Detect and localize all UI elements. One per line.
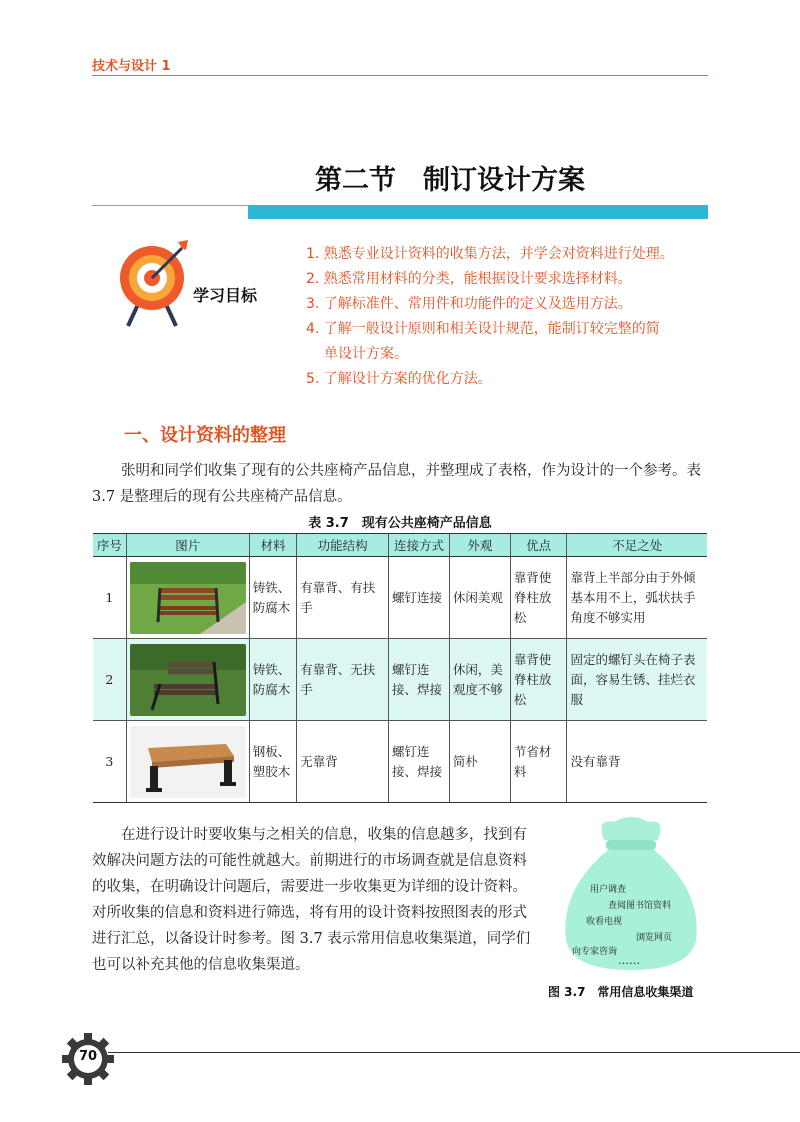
body-paragraph: 在进行设计时要收集与之相关的信息，收集的信息越多，找到有效解决问题方法的可能性就越大。前期进行的市场调查就是信息资料的收集，在明确设计问题后，需要进一步收集更为详细的设计资料。对所收集的信息和资料进行筛选，将有用的设计资料按照图表的形式进行汇总，以备设计时参考。图 3.7 表示常用信息收集渠道，同学们也可以补充其他的信息收集渠道。	[92, 827, 531, 973]
bench-photo-2	[130, 644, 246, 716]
table-row	[93, 557, 707, 639]
title-underline	[92, 205, 252, 206]
goal-item: 3. 了解标准件、常用件和功能件的定义及选用方法。	[306, 296, 632, 312]
goal-item: 5. 了解设计方案的优化方法。	[306, 371, 492, 387]
target-icon	[118, 238, 198, 328]
appearance-cell: 休闲美观	[449, 557, 510, 639]
goals-label: 学习目标	[193, 286, 258, 305]
connection-cell: 螺钉连接、焊接	[389, 721, 450, 803]
row-number: 1	[93, 557, 126, 639]
function-cell: 有靠背、无扶手	[297, 639, 389, 721]
shortcoming-cell: 靠背上半部分由于外倾基本用不上，弧状扶手角度不够实用	[567, 557, 707, 639]
goal-item-continued: 单设计方案。	[324, 346, 408, 362]
bench-photo-cell	[126, 557, 249, 639]
goal-item: 4. 了解一般设计原则和相关设计规范，能制订较完整的简	[306, 321, 660, 337]
shortcoming-cell: 固定的螺钉头在椅子表面，容易生锈、挂烂衣服	[567, 639, 707, 721]
appearance-cell: 休闲，美观度不够	[449, 639, 510, 721]
info-channel-bag-figure	[556, 810, 706, 979]
table-row	[93, 639, 707, 721]
section-title: 第二节 制订设计方案	[315, 165, 585, 196]
channel-label: 查阅图书馆资料	[608, 901, 672, 911]
header-cell: 外观	[449, 534, 510, 557]
table-header-row	[93, 534, 707, 557]
header-cell: 功能结构	[297, 534, 389, 557]
appearance-cell: 简朴	[449, 721, 510, 803]
advantage-cell: 靠背使脊柱放松	[510, 557, 567, 639]
row-number: 2	[93, 639, 126, 721]
advantage-cell: 靠背使脊柱放松	[510, 639, 567, 721]
header-cell: 不足之处	[567, 534, 707, 557]
table-caption: 表 3.7 现有公共座椅产品信息	[308, 516, 492, 531]
book-title: 技术与设计 1	[92, 59, 171, 74]
table-row	[93, 721, 707, 803]
footer-divider	[108, 1052, 800, 1053]
shortcoming-cell: 没有靠背	[567, 721, 707, 803]
bench-photo-1	[130, 562, 246, 634]
channel-ellipsis: ……	[618, 954, 640, 967]
connection-cell: 螺钉连接、焊接	[389, 639, 450, 721]
function-cell: 有靠背、有扶手	[297, 557, 389, 639]
row-number: 3	[93, 721, 126, 803]
intro-paragraph: 张明和同学们收集了现有的公共座椅产品信息，并整理成了表格，作为设计的一个参考。表 3.7 是整理后的现有公共座椅产品信息。	[92, 463, 701, 505]
goal-item: 2. 熟悉常用材料的分类，能根据设计要求选择材料。	[306, 271, 632, 287]
bench-photo-cell	[126, 639, 249, 721]
learning-goals-list	[306, 242, 726, 392]
bench-info-table	[93, 533, 707, 803]
function-cell: 无靠背	[297, 721, 389, 803]
header-cell: 材料	[249, 534, 296, 557]
material-cell: 铸铁、防腐木	[249, 639, 296, 721]
material-cell: 钢板、塑胶木	[249, 721, 296, 803]
channel-label: 收看电视	[586, 917, 623, 927]
bench-photo-cell	[126, 721, 249, 803]
header-cell: 序号	[93, 534, 126, 557]
goal-item: 1. 熟悉专业设计资料的收集方法，并学会对资料进行处理。	[306, 246, 674, 262]
channel-label: 向专家咨询	[572, 947, 618, 957]
title-bar	[248, 205, 708, 219]
connection-cell: 螺钉连接	[389, 557, 450, 639]
bench-photo-3	[130, 726, 246, 798]
header-cell: 图片	[126, 534, 249, 557]
subsection-title: 一、设计资料的整理	[124, 425, 286, 446]
header-cell: 优点	[510, 534, 567, 557]
header-divider	[92, 75, 708, 76]
header-cell: 连接方式	[389, 534, 450, 557]
figure-caption: 图 3.7 常用信息收集渠道	[548, 985, 694, 999]
advantage-cell: 节省材料	[510, 721, 567, 803]
channel-label: 用户调查	[590, 885, 627, 895]
page-number: 70	[78, 1049, 98, 1064]
material-cell: 铸铁、防腐木	[249, 557, 296, 639]
channel-label: 浏览网页	[636, 933, 673, 943]
